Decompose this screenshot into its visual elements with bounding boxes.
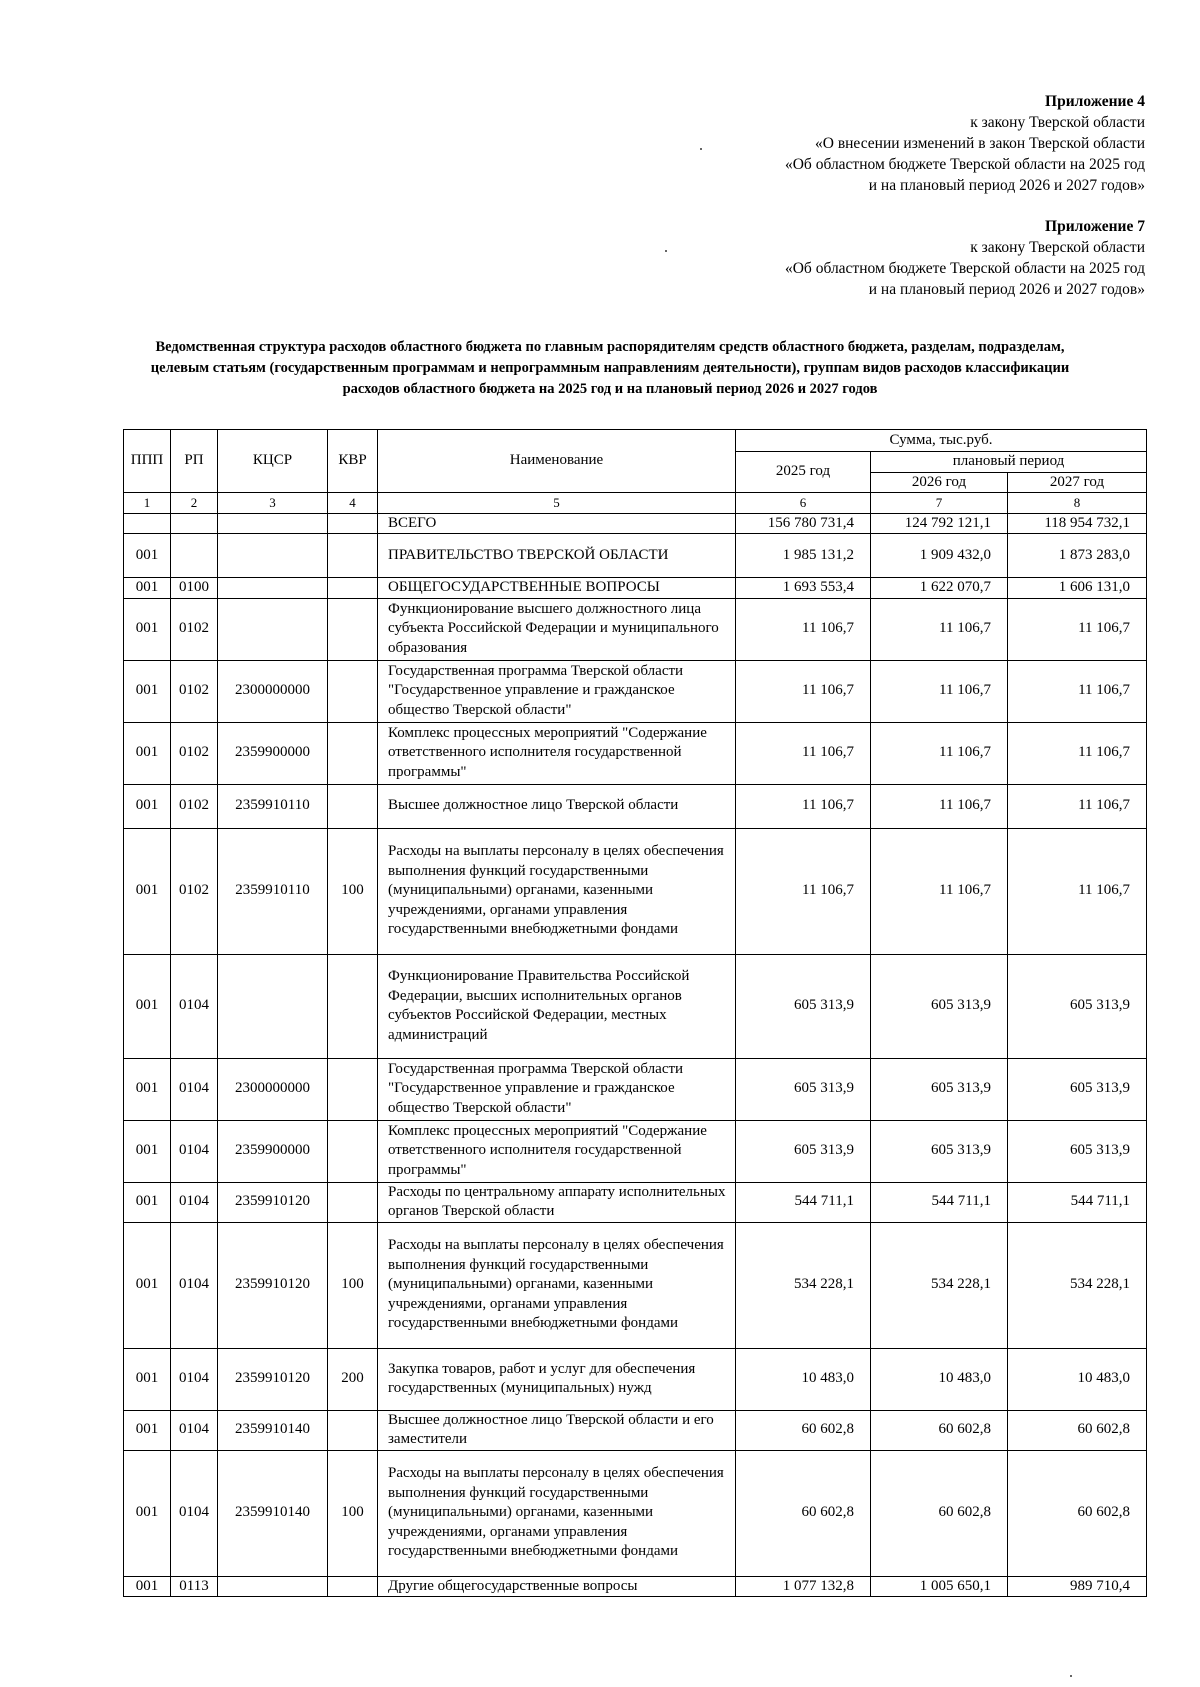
annex-7-line: к закону Тверской области: [970, 239, 1145, 256]
cell-y2026: 544 711,1: [871, 1182, 1008, 1222]
cell-y2025: 1 693 553,4: [736, 578, 871, 599]
table-row: [124, 1058, 1147, 1120]
cell-y2027: 605 313,9: [1008, 954, 1147, 1058]
cell-kvr: 100: [328, 828, 378, 954]
cell-y2025: 1 077 132,8: [736, 1576, 871, 1597]
cell-ppp: 001: [124, 1348, 171, 1410]
cell-name: Государственная программа Тверской области "Государственное управление и гражданское общество Тверской области": [378, 1058, 736, 1120]
cell-y2025: 1 985 131,2: [736, 534, 871, 578]
cell-y2025: 544 711,1: [736, 1182, 871, 1222]
cell-rp: 0104: [171, 1410, 218, 1450]
cell-y2027: 118 954 732,1: [1008, 513, 1147, 534]
header-name: Наименование: [378, 430, 736, 493]
cell-name: Расходы по центральному аппарату исполнительных органов Тверской области: [378, 1182, 736, 1222]
cell-kvr: [328, 513, 378, 534]
cell-name: Комплекс процессных мероприятий "Содержание ответственного исполнителя государственной программы": [378, 722, 736, 784]
cell-rp: 0102: [171, 828, 218, 954]
table-row: [124, 722, 1147, 784]
cell-y2027: 11 106,7: [1008, 598, 1147, 660]
cell-rp: 0104: [171, 1348, 218, 1410]
cell-y2026: 11 106,7: [871, 660, 1008, 722]
cell-y2025: 605 313,9: [736, 954, 871, 1058]
cell-ppp: 001: [124, 660, 171, 722]
annex-7-title: Приложение 7: [1045, 218, 1145, 235]
cell-y2027: 534 228,1: [1008, 1222, 1147, 1348]
cell-y2027: 11 106,7: [1008, 828, 1147, 954]
cell-name: Высшее должностное лицо Тверской области: [378, 784, 736, 828]
cell-ppp: 001: [124, 534, 171, 578]
cell-name: ПРАВИТЕЛЬСТВО ТВЕРСКОЙ ОБЛАСТИ: [378, 534, 736, 578]
cell-kvr: [328, 954, 378, 1058]
cell-rp: 0102: [171, 722, 218, 784]
table-row: [124, 1450, 1147, 1576]
cell-kcsr: 2359910120: [218, 1182, 328, 1222]
cell-kcsr: 2359910120: [218, 1348, 328, 1410]
scan-speck: [665, 250, 667, 252]
cell-kvr: [328, 1410, 378, 1450]
scan-speck: [700, 148, 702, 150]
cell-kvr: [328, 660, 378, 722]
table-row: [124, 1348, 1147, 1410]
cell-y2027: 60 602,8: [1008, 1450, 1147, 1576]
cell-y2027: 11 106,7: [1008, 722, 1147, 784]
annex-4-title: Приложение 4: [1045, 93, 1145, 110]
cell-kvr: [328, 1120, 378, 1182]
cell-kcsr: 2359900000: [218, 722, 328, 784]
cell-y2027: 544 711,1: [1008, 1182, 1147, 1222]
table-row: [124, 1576, 1147, 1597]
cell-y2025: 60 602,8: [736, 1450, 871, 1576]
table-row: [124, 954, 1147, 1058]
table-row: [124, 1120, 1147, 1182]
cell-ppp: 001: [124, 1058, 171, 1120]
cell-y2025: 10 483,0: [736, 1348, 871, 1410]
cell-kvr: [328, 1576, 378, 1597]
cell-name: ВСЕГО: [378, 513, 736, 534]
cell-y2026: 11 106,7: [871, 828, 1008, 954]
cell-y2027: 605 313,9: [1008, 1058, 1147, 1120]
cell-kcsr: 2300000000: [218, 1058, 328, 1120]
cell-rp: 0104: [171, 1058, 218, 1120]
cell-kcsr: 2359910120: [218, 1222, 328, 1348]
annex-4-line: «Об областном бюджете Тверской области на 2025 год: [784, 156, 1145, 173]
cell-y2026: 11 106,7: [871, 722, 1008, 784]
cell-ppp: [124, 513, 171, 534]
cell-kcsr: [218, 1576, 328, 1597]
cell-ppp: 001: [124, 1450, 171, 1576]
cell-y2027: 60 602,8: [1008, 1410, 1147, 1450]
cell-y2026: 1 622 070,7: [871, 578, 1008, 599]
cell-kvr: [328, 578, 378, 599]
cell-y2027: 11 106,7: [1008, 660, 1147, 722]
table-row: [124, 598, 1147, 660]
cell-y2027: 11 106,7: [1008, 784, 1147, 828]
header-2027: 2027 год: [1008, 472, 1147, 493]
annex-7-line: «Об областном бюджете Тверской области на 2025 год: [784, 260, 1145, 277]
cell-kcsr: 2359910110: [218, 784, 328, 828]
column-number: 1: [124, 493, 171, 514]
table-row: [124, 784, 1147, 828]
cell-ppp: 001: [124, 954, 171, 1058]
cell-ppp: 001: [124, 1182, 171, 1222]
cell-y2025: 156 780 731,4: [736, 513, 871, 534]
cell-y2027: 605 313,9: [1008, 1120, 1147, 1182]
annex-7-header: [785, 216, 1145, 300]
cell-rp: 0104: [171, 1450, 218, 1576]
cell-y2025: 605 313,9: [736, 1058, 871, 1120]
header-rp: РП: [171, 430, 218, 493]
table-row: [124, 578, 1147, 599]
cell-y2025: 534 228,1: [736, 1222, 871, 1348]
header-kvr: КВР: [328, 430, 378, 493]
column-number: 4: [328, 493, 378, 514]
cell-y2027: 989 710,4: [1008, 1576, 1147, 1597]
cell-rp: 0104: [171, 1120, 218, 1182]
annex-7-line: и на плановый период 2026 и 2027 годов»: [868, 281, 1145, 298]
cell-ppp: 001: [124, 784, 171, 828]
cell-name: Расходы на выплаты персоналу в целях обеспечения выполнения функций государственными (муниципальными) органами, казенными учреждениями, органами управления государственными внебюджетными фондами: [378, 828, 736, 954]
annex-4-line: к закону Тверской области: [970, 114, 1145, 131]
cell-rp: 0104: [171, 1222, 218, 1348]
cell-kvr: 100: [328, 1450, 378, 1576]
cell-y2026: 11 106,7: [871, 598, 1008, 660]
cell-name: Другие общегосударственные вопросы: [378, 1576, 736, 1597]
cell-y2026: 534 228,1: [871, 1222, 1008, 1348]
cell-kcsr: 2359910110: [218, 828, 328, 954]
column-number: 5: [378, 493, 736, 514]
cell-kcsr: [218, 954, 328, 1058]
cell-rp: 0100: [171, 578, 218, 599]
cell-ppp: 001: [124, 1410, 171, 1450]
budget-table: [123, 429, 1147, 1597]
table-row: [124, 660, 1147, 722]
table-row: [124, 1410, 1147, 1450]
column-number: 8: [1008, 493, 1147, 514]
header-kcsr: КЦСР: [218, 430, 328, 493]
cell-y2026: 11 106,7: [871, 784, 1008, 828]
cell-y2026: 1 005 650,1: [871, 1576, 1008, 1597]
header-ppp: ППП: [124, 430, 171, 493]
cell-rp: 0104: [171, 954, 218, 1058]
cell-y2026: 60 602,8: [871, 1450, 1008, 1576]
cell-y2027: 10 483,0: [1008, 1348, 1147, 1410]
header-sum: Сумма, тыс.руб.: [736, 430, 1147, 452]
column-number: 6: [736, 493, 871, 514]
cell-name: Комплекс процессных мероприятий "Содержание ответственного исполнителя государственной программы": [378, 1120, 736, 1182]
cell-ppp: 001: [124, 828, 171, 954]
cell-kcsr: 2359910140: [218, 1450, 328, 1576]
cell-name: Функционирование Правительства Российской Федерации, высших исполнительных органов субъектов Российской Федерации, местных администраций: [378, 954, 736, 1058]
cell-y2025: 11 106,7: [736, 784, 871, 828]
cell-y2025: 60 602,8: [736, 1410, 871, 1450]
cell-y2025: 11 106,7: [736, 722, 871, 784]
cell-kcsr: [218, 534, 328, 578]
cell-name: Высшее должностное лицо Тверской области и его заместители: [378, 1410, 736, 1450]
cell-rp: 0102: [171, 598, 218, 660]
cell-y2025: 11 106,7: [736, 598, 871, 660]
cell-kvr: [328, 534, 378, 578]
header-2026: 2026 год: [871, 472, 1008, 493]
cell-ppp: 001: [124, 578, 171, 599]
header-2025: 2025 год: [736, 452, 871, 493]
cell-y2025: 605 313,9: [736, 1120, 871, 1182]
cell-ppp: 001: [124, 1222, 171, 1348]
cell-kvr: [328, 722, 378, 784]
cell-y2025: 11 106,7: [736, 660, 871, 722]
cell-y2027: 1 873 283,0: [1008, 534, 1147, 578]
column-number: 2: [171, 493, 218, 514]
cell-rp: [171, 513, 218, 534]
cell-rp: 0113: [171, 1576, 218, 1597]
cell-name: ОБЩЕГОСУДАРСТВЕННЫЕ ВОПРОСЫ: [378, 578, 736, 599]
cell-kcsr: 2300000000: [218, 660, 328, 722]
cell-ppp: 001: [124, 722, 171, 784]
column-number: 7: [871, 493, 1008, 514]
header-planned-period: плановый период: [871, 452, 1147, 473]
cell-kcsr: [218, 598, 328, 660]
cell-rp: 0102: [171, 660, 218, 722]
column-number-row: [124, 493, 1147, 514]
cell-kcsr: [218, 578, 328, 599]
table-row: [124, 1182, 1147, 1222]
scan-speck: [1070, 1675, 1072, 1677]
cell-y2026: 605 313,9: [871, 1120, 1008, 1182]
cell-kvr: 200: [328, 1348, 378, 1410]
cell-y2026: 10 483,0: [871, 1348, 1008, 1410]
table-row: [124, 1222, 1147, 1348]
cell-kvr: 100: [328, 1222, 378, 1348]
column-number: 3: [218, 493, 328, 514]
budget-table-body: [124, 493, 1147, 1597]
cell-y2025: 11 106,7: [736, 828, 871, 954]
cell-rp: [171, 534, 218, 578]
cell-y2027: 1 606 131,0: [1008, 578, 1147, 599]
cell-rp: 0102: [171, 784, 218, 828]
cell-kcsr: [218, 513, 328, 534]
cell-name: Функционирование высшего должностного лица субъекта Российской Федерации и муниципального образования: [378, 598, 736, 660]
cell-y2026: 124 792 121,1: [871, 513, 1008, 534]
table-row: [124, 828, 1147, 954]
annex-4-header: [785, 91, 1145, 196]
cell-name: Расходы на выплаты персоналу в целях обеспечения выполнения функций государственными (муниципальными) органами, казенными учреждениями, органами управления государственными внебюджетными фондами: [378, 1450, 736, 1576]
cell-y2026: 605 313,9: [871, 954, 1008, 1058]
cell-ppp: 001: [124, 1120, 171, 1182]
cell-kcsr: 2359910140: [218, 1410, 328, 1450]
document-title: Ведомственная структура расходов областного бюджета по главным распорядителям средств областного бюджета, разделам, подразделам, целевым статьям (государственным программам и непрограммным направлениям деятельности), группам видов расходов классификации расходов областного бюджета на 2025 год и на плановый период 2026 и 2027 годов: [150, 339, 1070, 397]
cell-kvr: [328, 598, 378, 660]
cell-kvr: [328, 784, 378, 828]
cell-y2026: 605 313,9: [871, 1058, 1008, 1120]
annex-4-line: и на плановый период 2026 и 2027 годов»: [868, 177, 1145, 194]
cell-ppp: 001: [124, 1576, 171, 1597]
cell-y2026: 60 602,8: [871, 1410, 1008, 1450]
cell-y2026: 1 909 432,0: [871, 534, 1008, 578]
cell-ppp: 001: [124, 598, 171, 660]
annex-4-line: «О внесении изменений в закон Тверской области: [815, 135, 1145, 152]
table-row: [124, 534, 1147, 578]
cell-kvr: [328, 1182, 378, 1222]
cell-rp: 0104: [171, 1182, 218, 1222]
cell-name: Закупка товаров, работ и услуг для обеспечения государственных (муниципальных) нужд: [378, 1348, 736, 1410]
cell-name: Государственная программа Тверской области "Государственное управление и гражданское общество Тверской области": [378, 660, 736, 722]
cell-kvr: [328, 1058, 378, 1120]
table-row: [124, 513, 1147, 534]
cell-name: Расходы на выплаты персоналу в целях обеспечения выполнения функций государственными (муниципальными) органами, казенными учреждениями, органами управления государственными внебюджетными фондами: [378, 1222, 736, 1348]
cell-kcsr: 2359900000: [218, 1120, 328, 1182]
